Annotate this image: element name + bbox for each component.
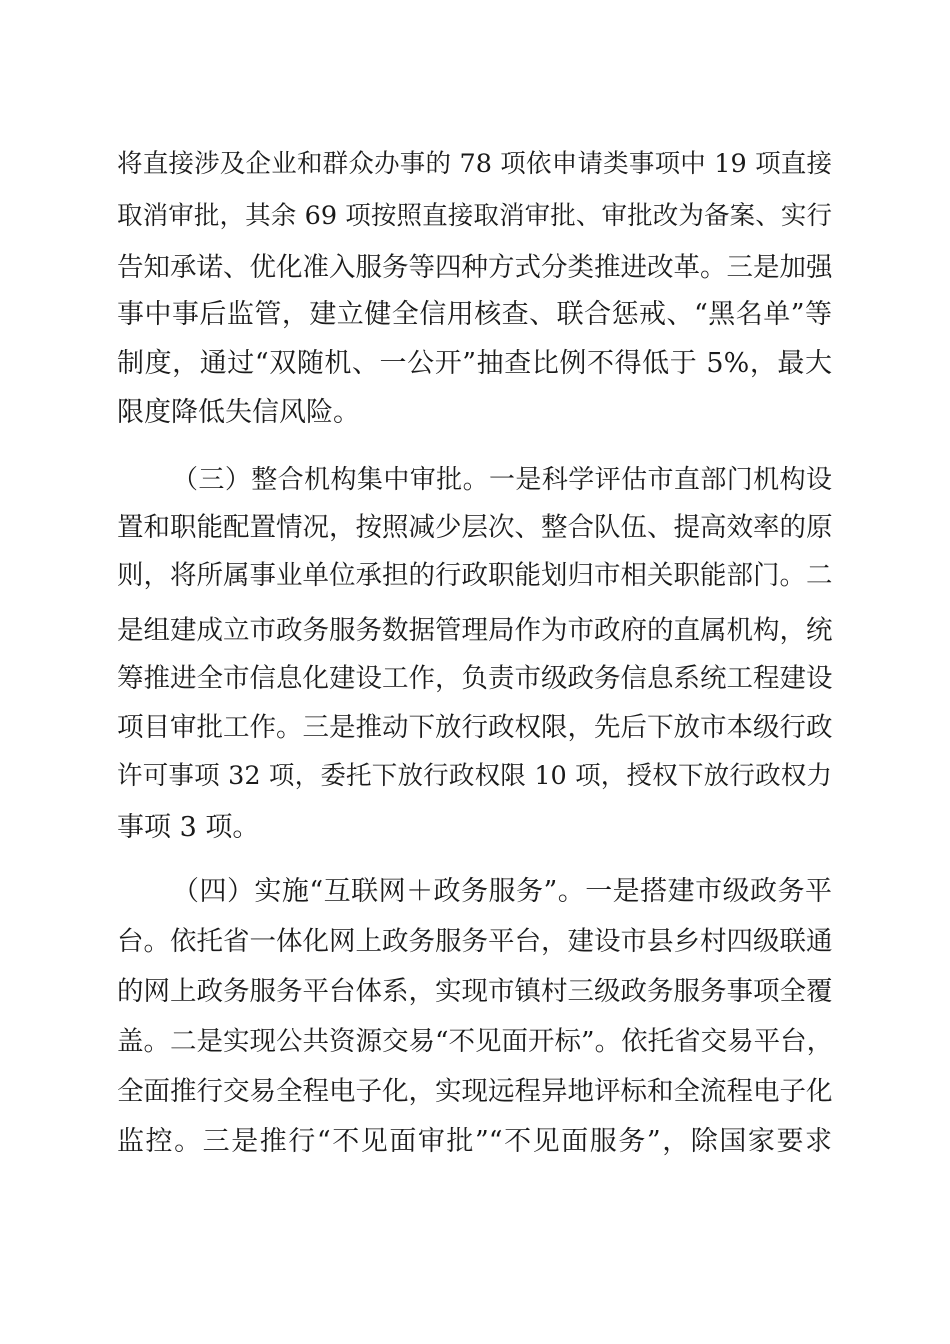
paragraph-line: 则，将所属事业单位承担的行政职能划归市相关职能部门。二 — [117, 560, 833, 591]
paragraph-line: 监控。三是推行“不见面审批”“不见面服务”，除国家要求 — [117, 1126, 832, 1157]
paragraph-line: 取消审批，其余 69 项按照直接取消审批、审批改为备案、实行 — [117, 201, 832, 231]
paragraph-line: 项目审批工作。三是推动下放行政权限，先后下放市本级行政 — [117, 712, 833, 743]
section-heading-line: （四）实施“互联网＋政务服务”。一是搭建市级政务平 — [172, 876, 832, 907]
paragraph-line: 台。依托省一体化网上政务服务平台，建设市县乡村四级联通 — [117, 926, 833, 957]
paragraph-line: 告知承诺、优化准入服务等四种方式分类推进改革。三是加强 — [117, 252, 833, 283]
paragraph-line: 盖。二是实现公共资源交易“不见面开标”。依托省交易平台， — [117, 1026, 834, 1057]
paragraph-line: 许可事项 32 项，委托下放行政权限 10 项，授权下放行政权力 — [117, 761, 832, 791]
section-heading-line: （三）整合机构集中审批。一是科学评估市直部门机构设 — [172, 465, 832, 495]
paragraph-line: 制度，通过“双随机、一公开”抽查比例不得低于 5%，最大 — [117, 348, 832, 379]
paragraph-line: 事中事后监管，建立健全信用核查、联合惩戒、“黑名单”等 — [117, 299, 832, 330]
paragraph-line: 事项 3 项。 — [117, 812, 260, 843]
paragraph-line: 全面推行交易全程电子化，实现远程异地评标和全流程电子化 — [117, 1076, 833, 1107]
paragraph-line: 筹推进全市信息化建设工作，负责市级政务信息系统工程建设 — [117, 663, 833, 694]
paragraph-line: 置和职能配置情况，按照减少层次、整合队伍、提高效率的原 — [117, 512, 833, 543]
paragraph-line: 的网上政务服务平台体系，实现市镇村三级政务服务事项全覆 — [117, 976, 833, 1007]
paragraph-line: 将直接涉及企业和群众办事的 78 项依申请类事项中 19 项直接 — [117, 149, 832, 179]
paragraph-line: 是组建成立市政务服务数据管理局作为市政府的直属机构，统 — [117, 615, 833, 646]
paragraph-line: 限度降低失信风险。 — [117, 397, 360, 428]
